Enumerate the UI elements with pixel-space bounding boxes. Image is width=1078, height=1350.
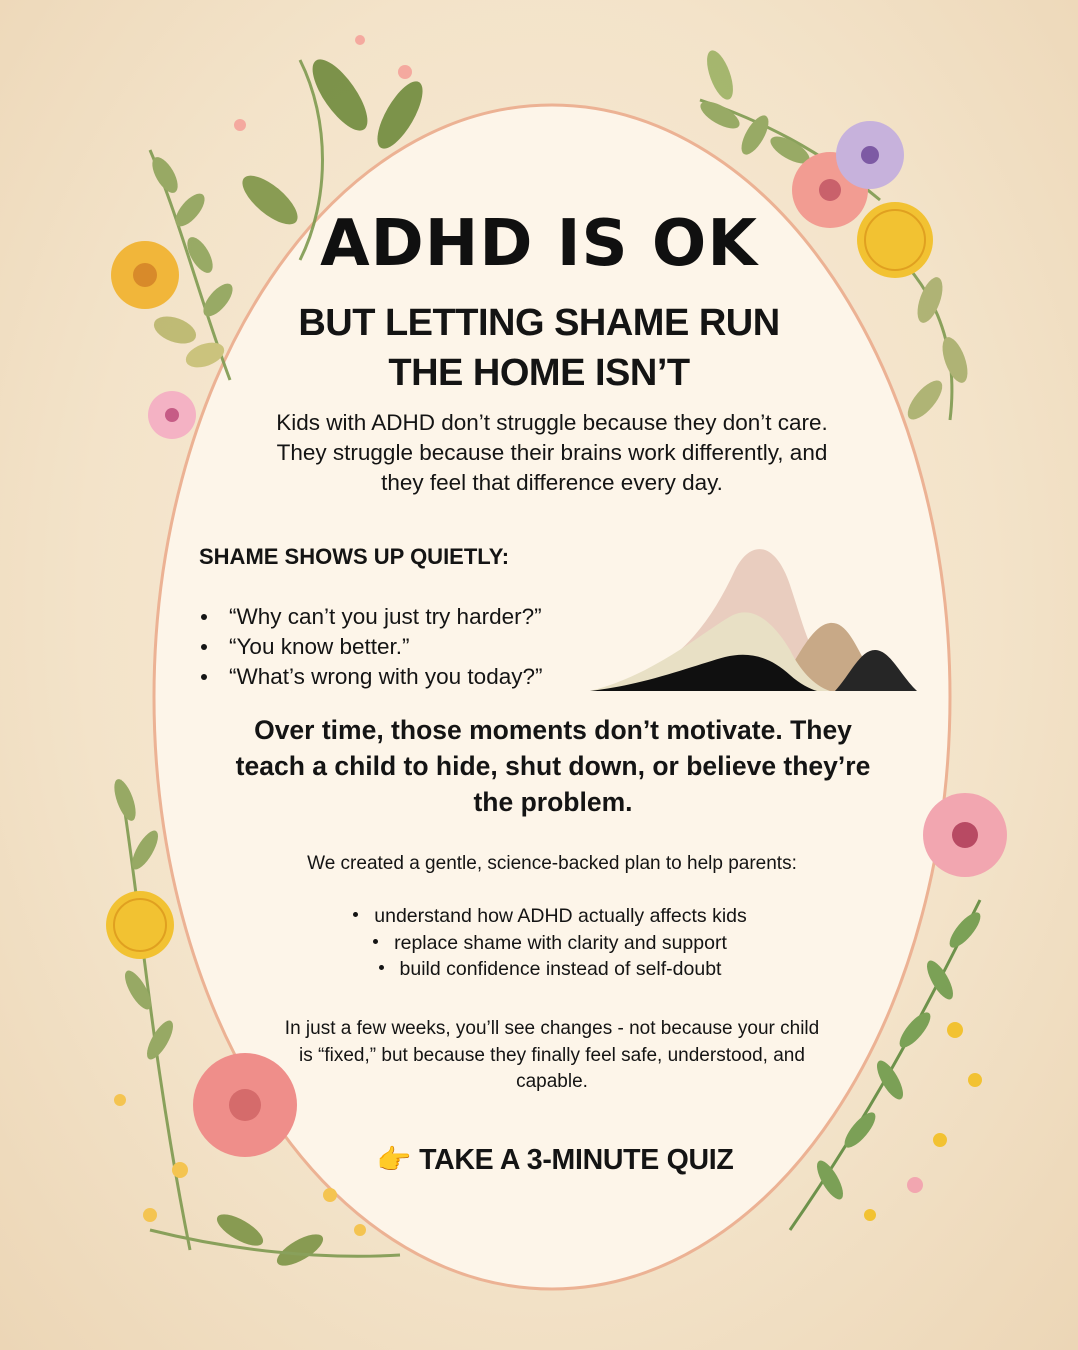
emphasis-text: Over time, those moments don’t motivate. They teach a child to hide, shut down, or believe they’re the problem. xyxy=(235,715,871,817)
buds-bottom-right xyxy=(864,1022,982,1221)
hills-illustration xyxy=(585,545,920,697)
page-title: ADHD IS OK xyxy=(320,207,758,281)
bullet-dot xyxy=(353,912,358,917)
plan-item-text: replace shame with clarity and support xyxy=(394,931,727,954)
flower-pink-bottom-right xyxy=(923,793,1007,877)
bullet-dot xyxy=(379,965,384,970)
shame-quote-list xyxy=(199,602,542,692)
list-item: “What’s wrong with you today?” xyxy=(199,662,542,692)
plan-item-text: understand how ADHD actually affects kids xyxy=(374,905,747,927)
list-item xyxy=(240,956,860,983)
cta-label: TAKE A 3-MINUTE QUIZ xyxy=(419,1144,734,1176)
list-item: “You know better.” xyxy=(199,632,542,662)
closing-paragraph: In just a few weeks, you’ll see changes - not because your child is “fixed,” but because they finally feel safe, understood, and capable. xyxy=(284,1018,820,1092)
plan-item-text: build confidence instead of self-doubt xyxy=(399,958,722,980)
flower-yellow-bottom-left xyxy=(106,891,174,959)
bullet-dot xyxy=(373,939,378,944)
shame-heading: SHAME SHOWS UP QUIETLY: xyxy=(199,544,510,569)
flower-pink-small-left xyxy=(148,391,196,439)
flower-purple-top-right xyxy=(836,121,904,189)
list-item xyxy=(240,930,860,957)
intro-paragraph: Kids with ADHD don’t struggle because they don’t care. They struggle because their brains work differently, and they feel that difference every day. xyxy=(276,410,828,495)
take-quiz-cta[interactable] xyxy=(340,1140,770,1180)
pointing-hand-icon: 👉 xyxy=(376,1144,412,1175)
plan-intro: We created a gentle, science-backed plan to help parents: xyxy=(307,853,797,874)
plan-list xyxy=(240,903,860,983)
page-subtitle: BUT LETTING SHAME RUN THE HOME ISN’T xyxy=(298,302,780,394)
list-item: “Why can’t you just try harder?” xyxy=(199,602,542,632)
list-item xyxy=(240,903,860,930)
